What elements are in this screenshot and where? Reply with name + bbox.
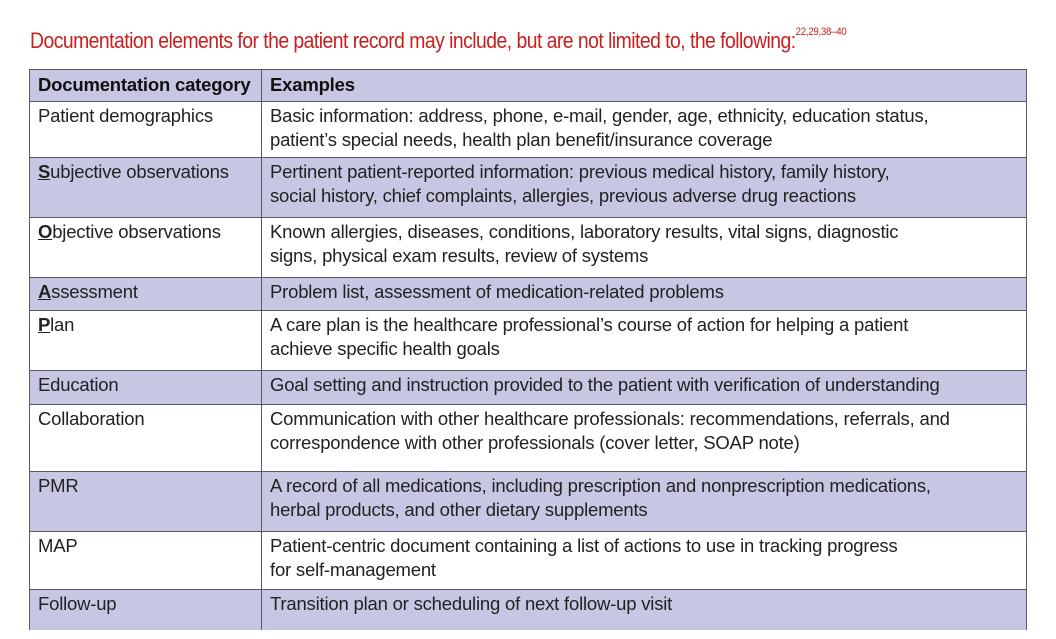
documentation-table bbox=[29, 69, 1027, 630]
examples-cell: A record of all medications, including prescription and nonprescription medications, herbal products, and other dietary supplements bbox=[262, 472, 1027, 532]
examples-cell: Problem list, assessment of medication-related problems bbox=[262, 278, 1027, 311]
header-examples: Examples bbox=[262, 70, 1027, 102]
table-row bbox=[30, 532, 1027, 590]
examples-cell: Communication with other healthcare professionals: recommendations, referrals, and correspondence with other professionals (cover letter, SOAP note) bbox=[262, 405, 1027, 472]
examples-cell: Patient-centric document containing a list of actions to use in tracking progress for self-management bbox=[262, 532, 1027, 590]
examples-cell: Known allergies, diseases, conditions, laboratory results, vital signs, diagnostic signs, physical exam results, review of systems bbox=[262, 218, 1027, 278]
category-cell: Plan bbox=[30, 311, 262, 371]
category-cell: Assessment bbox=[30, 278, 262, 311]
table-row bbox=[30, 590, 1027, 630]
category-cell: Subjective observations bbox=[30, 158, 262, 218]
table-row bbox=[30, 472, 1027, 532]
table-row bbox=[30, 371, 1027, 405]
page-title: Documentation elements for the patient record may include, but are not limited to, the following:$^{22,29,38-40}$ bbox=[30, 26, 847, 53]
reference-superscript: 22,29,38–40 bbox=[795, 26, 847, 38]
category-cell: Education bbox=[30, 371, 262, 405]
examples-cell: Transition plan or scheduling of next follow-up visit bbox=[262, 590, 1027, 630]
table-row bbox=[30, 405, 1027, 472]
table-row bbox=[30, 311, 1027, 371]
category-cell: Objective observations bbox=[30, 218, 262, 278]
category-cell: Patient demographics bbox=[30, 102, 262, 158]
table-header-row bbox=[30, 70, 1027, 102]
examples-cell: A care plan is the healthcare professional’s course of action for helping a patient achieve specific health goals bbox=[262, 311, 1027, 371]
examples-cell: Pertinent patient-reported information: previous medical history, family history, social history, chief complaints, allergies, previous adverse drug reactions bbox=[262, 158, 1027, 218]
header-category: Documentation category bbox=[30, 70, 262, 102]
category-cell: Follow-up bbox=[30, 590, 262, 630]
examples-cell: Goal setting and instruction provided to the patient with verification of understanding bbox=[262, 371, 1027, 405]
table-row bbox=[30, 102, 1027, 158]
category-cell: Collaboration bbox=[30, 405, 262, 472]
examples-cell: Basic information: address, phone, e-mail, gender, age, ethnicity, education status, patient’s special needs, health plan benefit/insurance coverage bbox=[262, 102, 1027, 158]
category-cell: PMR bbox=[30, 472, 262, 532]
category-cell: MAP bbox=[30, 532, 262, 590]
table-row bbox=[30, 218, 1027, 278]
table-row bbox=[30, 278, 1027, 311]
table-row bbox=[30, 158, 1027, 218]
